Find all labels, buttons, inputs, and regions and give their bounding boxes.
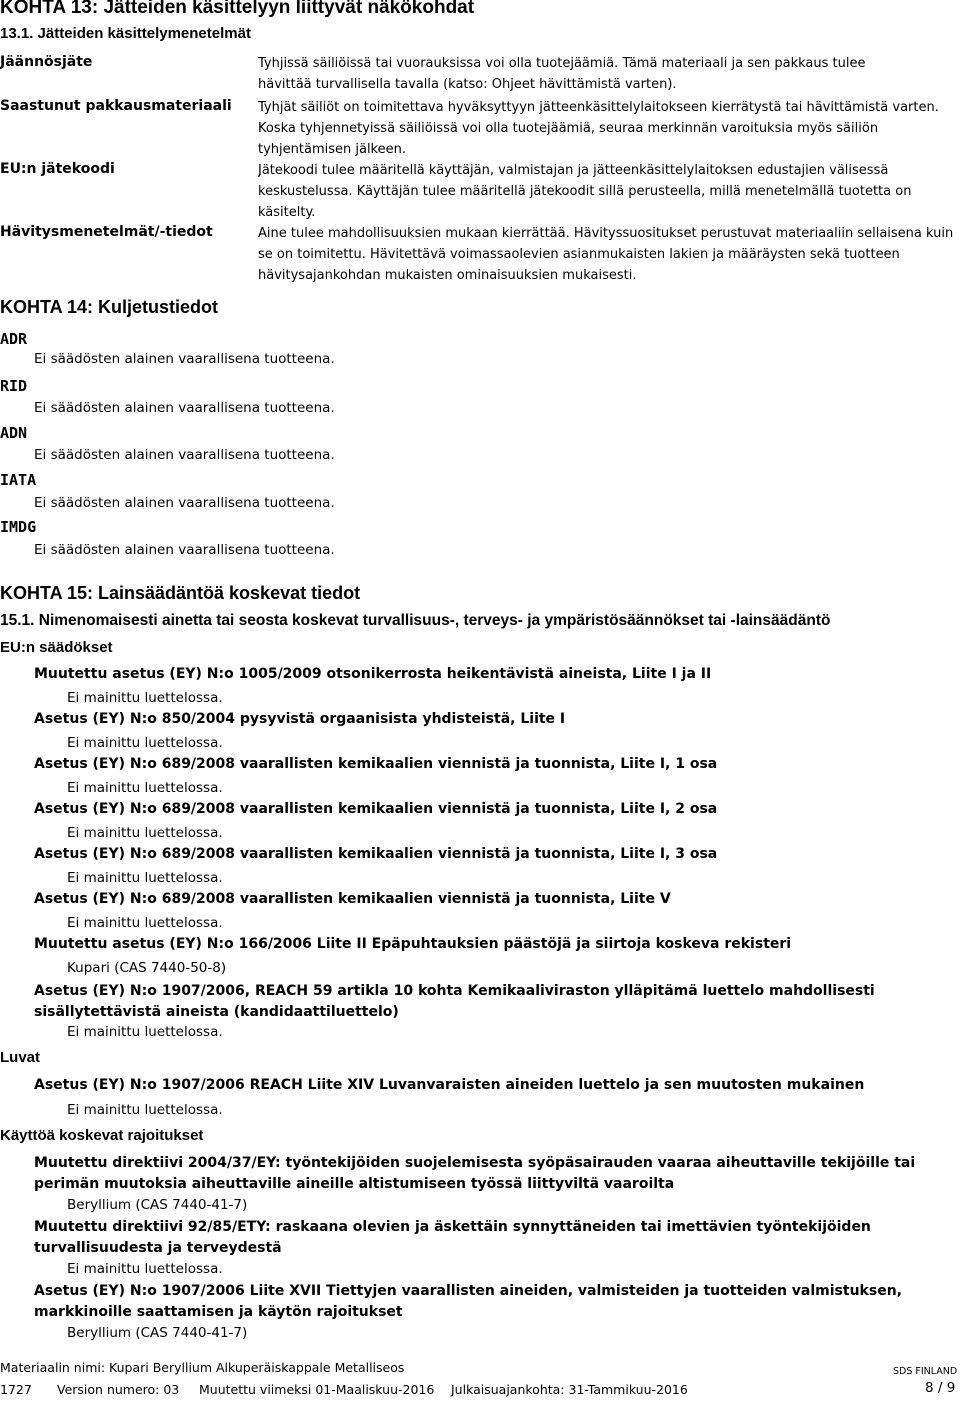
regulation-value: Ei mainittu luettelossa. [67, 870, 223, 886]
regulation-value: Ei mainittu luettelossa. [67, 735, 223, 751]
regulation-title: Asetus (EY) N:o 1907/2006, REACH 59 artikla 10 kohta Kemikaaliviraston ylläpitämä luettelo mahdollisesti sisällytettävistä aineista (kandidaattiluettelo) [34, 983, 875, 1020]
restriction-value: Ei mainittu luettelossa. [67, 1261, 223, 1277]
regulation-value: Ei mainittu luettelossa. [67, 690, 223, 706]
regulation-title: Muutettu asetus (EY) N:o 166/2006 Liite II Epäpuhtauksien päästöjä ja siirtoja koskeva rekisteri [34, 936, 792, 952]
transport-mode-iata-text: Ei säädösten alainen vaarallisena tuotteena. [34, 495, 335, 511]
regulation-value: Ei mainittu luettelossa. [67, 1024, 223, 1040]
footer-page-number: 8 / 9 [925, 1380, 956, 1396]
permit-title: Asetus (EY) N:o 1907/2006 REACH Liite XIV Luvanvaraisten aineiden luettelo ja sen muutosten mukainen [34, 1077, 865, 1093]
regulation-value: Ei mainittu luettelossa. [67, 780, 223, 796]
packaging-row-text: Tyhjät säiliöt on toimitettava hyväksyttyyn jätteenkäsittelylaitokseen kierrätystä tai hävittämistä varten. Koska tyhjennetyissä säiliöissä voi olla tuotejäämiä, seuraa merkinnän varoituksia myös säiliön tyhjentämisen jälkeen. [258, 100, 939, 157]
footer-document-id: 1727 [0, 1382, 32, 1397]
section-15-title: KOHTA 15: Lainsäädäntöä koskevat tiedot [0, 583, 361, 603]
restriction-title: Muutettu direktiivi 92/85/ETY: raskaana olevien ja äskettäin synnyttäneiden tai imettävien työntekijöiden turvallisuudesta ja terveydestä [34, 1219, 871, 1256]
transport-mode-imdg: IMDG [0, 518, 37, 536]
section-13-title: KOHTA 13: Jätteiden käsittelyyn liittyvät näkökohdat [0, 0, 475, 18]
waste-row-label: Jäännösjäte [0, 54, 93, 70]
regulation-value: Ei mainittu luettelossa. [67, 825, 223, 841]
section-15-subtitle: 15.1. Nimenomaisesti ainetta tai seosta koskevat turvallisuus-, terveys- ja ympäristösäännökset tai -lainsäädäntö [0, 612, 831, 629]
transport-mode-adr: ADR [0, 330, 28, 348]
footer-issue-date: Julkaisuajankohta: 31-Tammikuu-2016 [451, 1382, 688, 1397]
transport-mode-rid: RID [0, 377, 28, 395]
transport-mode-imdg-text: Ei säädösten alainen vaarallisena tuotteena. [34, 542, 335, 558]
permits-heading: Luvat [0, 1049, 41, 1066]
waste-code-text: Jätekoodi tulee määritellä käyttäjän, valmistajan ja jätteenkäsittelylaitoksen edustajien välisessä keskustelussa. Käyttäjän tulee määritellä jätekoodit sillä perusteella, millä menetelmällä tuotetta on käsitelty. [258, 163, 912, 220]
transport-mode-rid-text: Ei säädösten alainen vaarallisena tuotteena. [34, 400, 335, 416]
eu-regulations-heading: EU:n säädökset [0, 639, 113, 656]
regulation-title: Asetus (EY) N:o 689/2008 vaarallisten kemikaalien viennistä ja tuonnista, Liite I, 1 osa [34, 756, 718, 772]
transport-mode-adn: ADN [0, 424, 28, 442]
restriction-title: Muutettu direktiivi 2004/37/EY: työntekijöiden suojelemisesta syöpäsairauden vaaraa aiheuttaville tekijöille tai perimän muutoksia aiheuttaville aineille altistumiseen työssä liittyviltä vaaroilta [34, 1155, 916, 1192]
transport-mode-iata: IATA [0, 471, 37, 489]
footer-sds-region: SDS FINLAND [893, 1366, 958, 1377]
disposal-label: Hävitysmenetelmät/-tiedot [0, 224, 213, 240]
restriction-value: Beryllium (CAS 7440-41-7) [67, 1325, 248, 1341]
section-14-title: KOHTA 14: Kuljetustiedot [0, 297, 219, 317]
regulation-title: Asetus (EY) N:o 689/2008 vaarallisten kemikaalien viennistä ja tuonnista, Liite V [34, 891, 671, 907]
regulation-value: Ei mainittu luettelossa. [67, 915, 223, 931]
regulation-title: Asetus (EY) N:o 689/2008 vaarallisten kemikaalien viennistä ja tuonnista, Liite I, 3 osa [34, 846, 718, 862]
transport-mode-adr-text: Ei säädösten alainen vaarallisena tuotteena. [34, 351, 335, 367]
footer-material-name: Materiaalin nimi: Kupari Beryllium Alkuperäiskappale Metalliseos [0, 1360, 405, 1375]
transport-mode-adn-text: Ei säädösten alainen vaarallisena tuotteena. [34, 447, 335, 463]
waste-row-text: Tyhjissä säiliöissä tai vuorauksissa voi olla tuotejäämiä. Tämä materiaali ja sen pakkaus tulee hävittää turvallisella tavalla (katso: Ohjeet hävittämistä varten). [258, 56, 866, 92]
footer-modified-date: Muutettu viimeksi 01-Maaliskuu-2016 [199, 1382, 435, 1397]
regulation-value: Kupari (CAS 7440-50-8) [67, 960, 227, 976]
restriction-title: Asetus (EY) N:o 1907/2006 Liite XVII Tiettyjen vaarallisten aineiden, valmisteiden ja tuotteiden valmistuksen, markkinoille saattamisen ja käytön rajoitukset [34, 1283, 902, 1320]
disposal-text: Aine tulee mahdollisuuksien mukaan kierrättää. Hävityssuositukset perustuvat materiaaliin sellaisena kuin se on toimitettu. Hävitettävä voimassaolevien asianmukaisten lakien ja määräysten sekä tuotteen hävitysajankohdan mukaisten ominaisuuksien mukaisesti. [258, 226, 954, 283]
restrictions-heading: Käyttöä koskevat rajoitukset [0, 1127, 204, 1144]
restriction-value: Beryllium (CAS 7440-41-7) [67, 1197, 248, 1213]
permit-value: Ei mainittu luettelossa. [67, 1102, 223, 1118]
packaging-row-label: Saastunut pakkausmateriaali [0, 98, 232, 114]
regulation-title: Muutettu asetus (EY) N:o 1005/2009 otsonikerrosta heikentävistä aineista, Liite I ja II [34, 666, 712, 682]
footer-version: Version numero: 03 [57, 1382, 180, 1397]
section-13-subtitle: 13.1. Jätteiden käsittelymenetelmät [0, 25, 251, 42]
regulation-title: Asetus (EY) N:o 689/2008 vaarallisten kemikaalien viennistä ja tuonnista, Liite I, 2 osa [34, 801, 718, 817]
regulation-title: Asetus (EY) N:o 850/2004 pysyvistä orgaanisista yhdisteistä, Liite I [34, 711, 566, 727]
waste-code-label: EU:n jätekoodi [0, 161, 115, 177]
